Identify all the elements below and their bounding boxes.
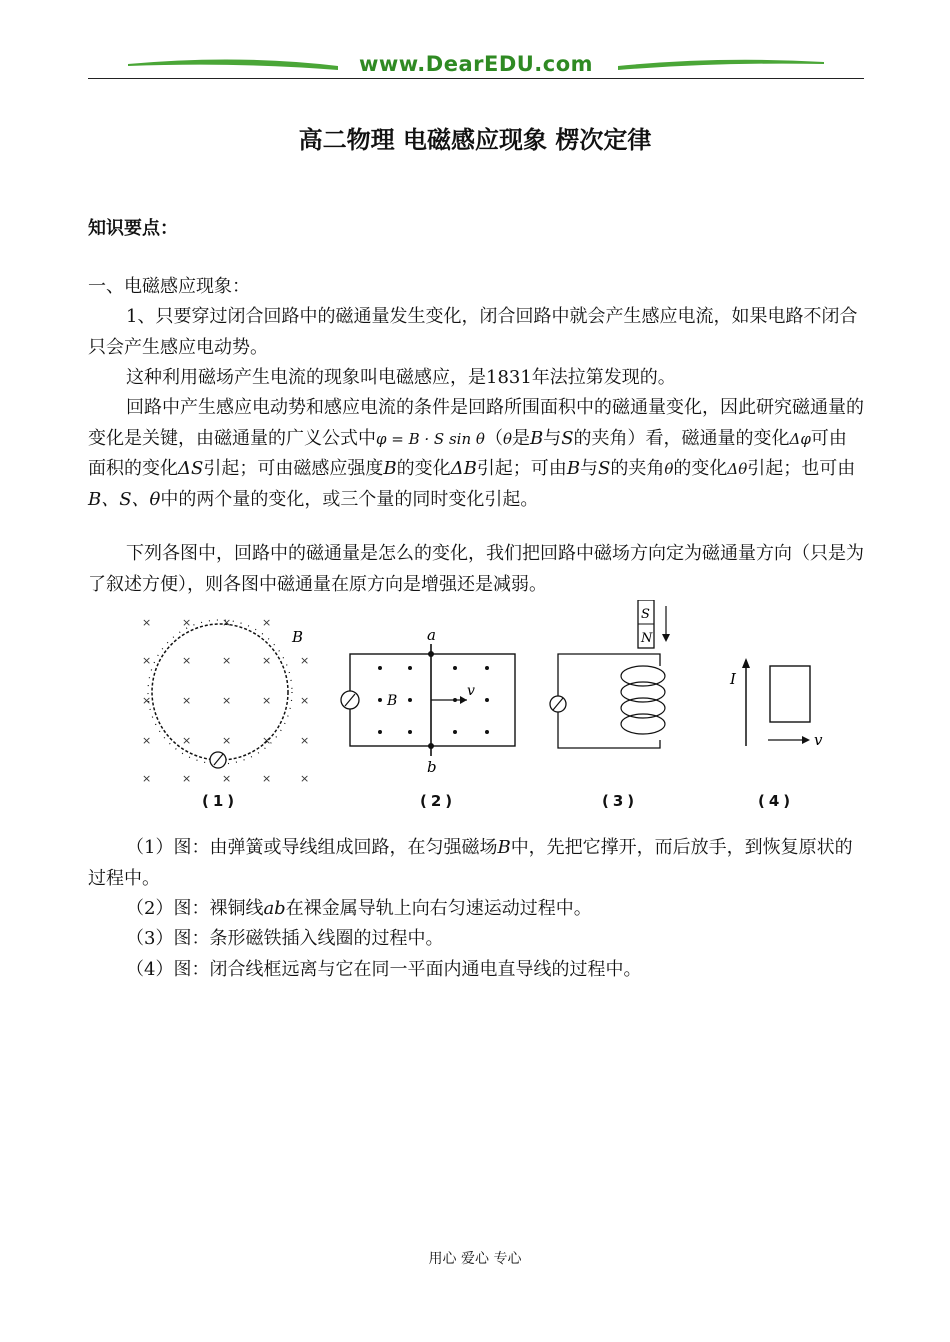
page-footer: 用心 爱心 专心 [428, 1251, 522, 1267]
item-3: （3）图：条形磁铁插入线圈的过程中。 [126, 928, 444, 949]
page-header [88, 50, 864, 90]
fig3-label-S: S [641, 607, 650, 622]
svg-text:×: × [262, 734, 272, 747]
figure-row [130, 600, 850, 815]
svg-text:×: × [182, 694, 192, 707]
paragraph-2: 这种利用磁场产生电流的现象叫电磁感应，是1831年法拉第发现的。 [126, 367, 676, 388]
fig2-label-v: v [467, 683, 475, 699]
fig2-label-a: a [427, 626, 436, 644]
flux-formula: φ = B · S sin θ [376, 429, 485, 448]
svg-text:×: × [142, 654, 152, 667]
svg-text:×: × [182, 654, 192, 667]
fig4-label-I: I [730, 670, 736, 688]
svg-text:×: × [142, 694, 152, 707]
svg-text:×: × [182, 772, 192, 785]
paragraph-4: 下列各图中，回路中的磁通量是怎么的变化，我们把回路中磁场方向定为磁通量方向（只是为了叙述方便），则各图中磁通量在原方向是增强还是减弱。 [88, 543, 864, 595]
header-logo: www.DearEDU.com [358, 52, 594, 76]
svg-text:×: × [300, 772, 310, 785]
figure-caption-1: (1) [202, 792, 239, 810]
svg-text:×: × [222, 734, 232, 747]
item-1: （1）图：由弹簧或导线组成回路，在匀强磁场B中，先把它撑开，而后放手，到恢复原状的过程中。 [88, 837, 853, 889]
fig1-label-B: B [292, 628, 304, 646]
figure-3-magnet-coil [540, 600, 700, 790]
figure-1-coil-loop [130, 600, 320, 790]
subsection-heading: 一、电磁感应现象： [88, 276, 250, 297]
svg-text:×: × [222, 654, 232, 667]
page-title: 高二物理 电磁感应现象 楞次定律 [298, 126, 652, 154]
figure-4-wire-frame [720, 600, 840, 790]
svg-text:×: × [182, 616, 192, 629]
figure-caption-4: (4) [758, 792, 795, 810]
svg-text:×: × [182, 734, 192, 747]
figure-2-rail-circuit [335, 600, 525, 790]
svg-text:×: × [262, 772, 272, 785]
header-rule [88, 78, 864, 79]
svg-text:×: × [262, 616, 272, 629]
svg-text:×: × [262, 654, 272, 667]
svg-text:×: × [300, 654, 310, 667]
item-2: （2）图：裸铜线ab在裸金属导轨上向右匀速运动过程中。 [126, 898, 592, 919]
paragraph-3: 回路中产生感应电动势和感应电流的条件是回路所围面积中的磁通量变化，因此研究磁通量的变化是关键，由磁通量的广义公式中φ = B · S sin θ（θ是B与S的夹角）看，磁通量的变化Δφ可由面积的变化ΔS引起；可由磁感应强度B的变化ΔB引起；可由B与S的夹角θ的变化Δθ引起；也可由B、S、θ中的两个量的变化，或三个量的同时变化引起。 [88, 397, 864, 510]
fig3-label-N: N [641, 631, 653, 646]
figure-caption-2: (2) [420, 792, 457, 810]
figure-caption-3: (3) [602, 792, 639, 810]
svg-text:×: × [142, 772, 152, 785]
svg-text:×: × [222, 772, 232, 785]
fig2-label-b: b [427, 758, 437, 776]
svg-text:×: × [262, 694, 272, 707]
svg-text:×: × [142, 616, 152, 629]
svg-text:×: × [222, 616, 232, 629]
svg-text:×: × [222, 694, 232, 707]
fig4-label-v: v [814, 731, 823, 749]
fig2-label-B: B [387, 693, 398, 709]
item-4: （4）图：闭合线框远离与它在同一平面内通电直导线的过程中。 [126, 959, 642, 980]
svg-text:×: × [142, 734, 152, 747]
svg-text:×: × [300, 734, 310, 747]
svg-text:×: × [300, 694, 310, 707]
section-heading: 知识要点： [88, 218, 178, 239]
paragraph-1: 1、只要穿过闭合回路中的磁通量发生变化，闭合回路中就会产生感应电流，如果电路不闭合只会产生感应电动势。 [88, 306, 858, 358]
